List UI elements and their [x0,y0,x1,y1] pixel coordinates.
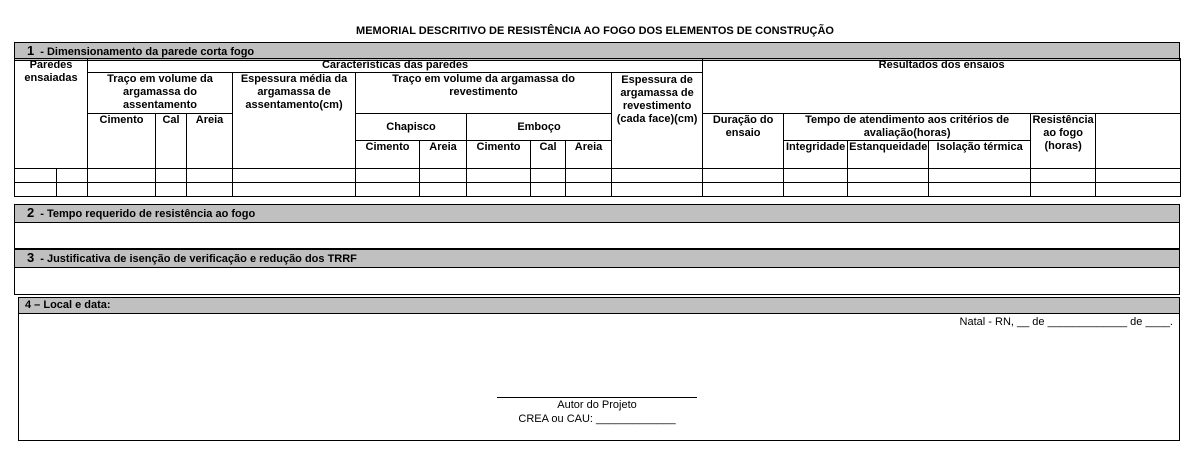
header-traco-revestimento: Traço em volume da argamassa do revestimento [356,73,612,114]
table-row [15,183,1181,197]
signature-line [497,397,697,398]
header-traco-assentamento: Traço em volume da argamassa do assentamento [88,73,233,114]
header-espessura-media: Espessura média da argamassa de assentamento(cm) [233,73,356,169]
header-areia-emboco: Areia [566,141,612,169]
page-title: MEMORIAL DESCRITIVO DE RESISTÊNCIA AO FOGO DOS ELEMENTOS DE CONSTRUÇÃO [356,25,834,37]
header-chapisco: Chapisco [356,114,467,141]
header-areia-chapisco: Areia [420,141,467,169]
dimension-table [14,58,1181,197]
section-3-label: - Justificativa de isenção de verificação e redução dos TRRF [40,253,357,265]
header-cimento-chapisco: Cimento [356,141,420,169]
section-4-box [18,297,1180,441]
header-tempo-atendimento: Tempo de atendimento aos critérios de avaliação(horas) [784,114,1031,141]
section-1-label: - Dimensionamento da parede corta fogo [40,46,255,58]
header-integridade: Integridade [784,141,848,169]
header-cimento-emboco: Cimento [467,141,531,169]
section-2-label: - Tempo requerido de resistência ao fogo [40,208,256,220]
header-cal-emboco: Cal [531,141,566,169]
table-row [15,169,1181,183]
header-emboco: Emboço [467,114,612,141]
crea-line[interactable]: CREA ou CAU: _____________ [518,413,676,425]
section-2-number: 2 [27,205,35,220]
section-4-header: 4 – Local e data: [19,298,1179,314]
section-3-number: 3 [27,250,35,265]
header-estanqueidade: Estanqueidade [848,141,929,169]
header-resultados: Resultados dos ensaios [703,59,1181,114]
header-cal-assent: Cal [156,114,187,169]
header-duracao: Duração do ensaio [703,114,784,169]
date-line[interactable]: Natal - RN, __ de _____________ de ____. [959,316,1173,328]
header-paredes: Paredes ensaiadas [15,59,88,169]
section-2-field[interactable] [14,219,1180,249]
header-cimento-assent: Cimento [88,114,156,169]
author-label: Autor do Projeto [557,399,637,411]
section-1-number: 1 [27,43,35,58]
header-areia-assent: Areia [187,114,233,169]
header-espessura-revestimento: Espessura de argamassa de revestimento (cada face)(cm) [612,73,703,169]
header-isolacao: Isolação térmica [929,141,1031,169]
section-3-field[interactable] [14,264,1180,295]
header-caracteristicas: Características das paredes [88,59,703,73]
header-resistencia: Resistência ao fogo (horas) [1031,114,1096,169]
